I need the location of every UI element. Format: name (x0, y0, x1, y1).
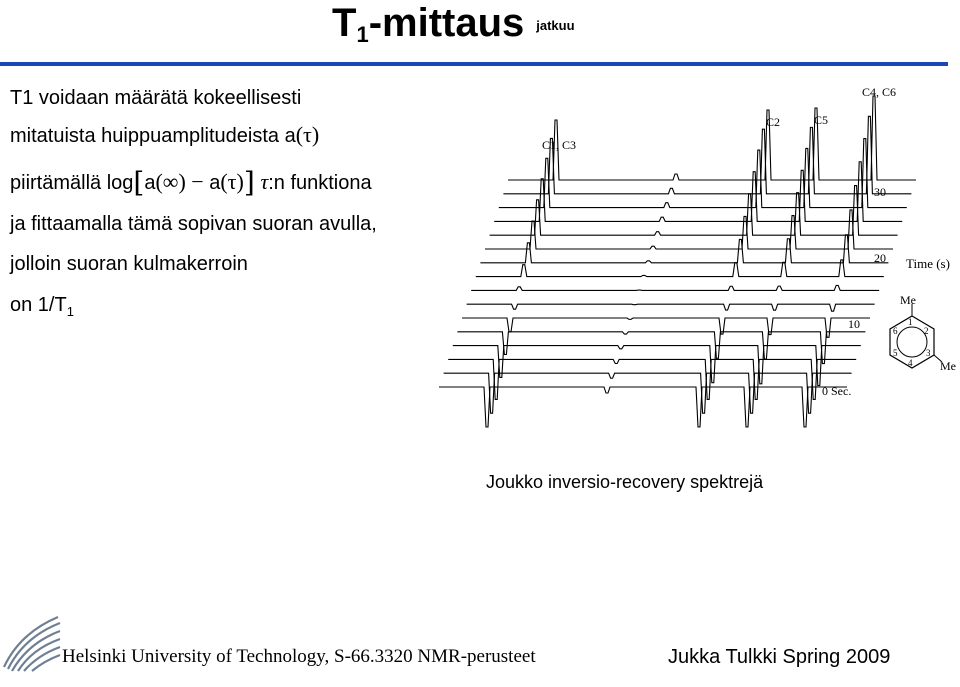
inversion-recovery-spectra (438, 82, 960, 440)
ring-number-3: 3 (926, 348, 931, 358)
methyl-top: Me (900, 293, 916, 307)
body-line-4: ja fittaamalla tämä sopivan suoran avulla, (10, 213, 377, 235)
body-line-5: jolloin suoran kulmakerroin (10, 253, 248, 275)
time-label-0: 0 Sec. (822, 384, 852, 398)
ring-number-2: 2 (924, 326, 929, 336)
body-line-3-tau-var: τ (260, 169, 269, 194)
title-continued: jatkuu (536, 18, 575, 33)
time-label-20: 20 (874, 251, 886, 265)
body-line-6-text: on 1/T (10, 294, 67, 316)
ring-number-5: 5 (893, 348, 898, 358)
body-line-6-sub: 1 (66, 304, 74, 319)
time-axis-label: Time (s) (906, 256, 950, 271)
figure-caption: Joukko inversio-recovery spektrejä (486, 472, 764, 492)
body-line-3-function: :n funktiona (268, 172, 372, 194)
spectrum-trace (467, 304, 875, 311)
peak-label-c5: C5 (814, 113, 829, 127)
body-line-3-infinity: (∞) − (155, 169, 210, 194)
time-label-10: 10 (848, 317, 860, 331)
body-line-3 (10, 166, 372, 199)
body-line-1: T1 voidaan määrätä kokeellisesti (10, 87, 302, 109)
time-label-30: 30 (874, 185, 886, 199)
right-bracket: ] (243, 166, 255, 199)
title-main: T (332, 1, 357, 45)
spectrum-trace (462, 318, 870, 337)
spectrum-trace (448, 359, 856, 399)
title-rest: -mittaus (368, 1, 525, 45)
body-line-2-text: mitatuista huippuamplitudeista a (10, 125, 296, 147)
spectrum-traces (439, 96, 916, 427)
body-line-3-a1: a (144, 172, 156, 194)
spectrum-trace (494, 162, 902, 222)
spectrum-trace (457, 332, 865, 364)
spectrum-trace (490, 186, 898, 236)
body-line-3-tau: (τ) (220, 169, 244, 194)
spectrum-trace (485, 210, 893, 249)
peak-label-c1-c3: C1, C3 (542, 138, 577, 152)
university-logo-icon (0, 613, 62, 673)
footer-institution: Helsinki University of Technology, S-66.3320 NMR-perusteet (62, 646, 536, 667)
spectrum-trace (503, 116, 911, 193)
body-line-2 (10, 123, 319, 148)
body-line-3-log: piirtämällä log (10, 172, 134, 194)
peak-label-c4-c6: C4, C6 (862, 85, 897, 99)
slide-title (332, 0, 575, 58)
title-subscript: 1 (356, 22, 369, 47)
spectrum-trace (471, 285, 879, 290)
molecule-diagram (890, 293, 956, 373)
body-line-3-a2: a (209, 172, 221, 194)
spectrum-trace (439, 387, 847, 427)
methyl-right: Me (940, 359, 956, 373)
ring-number-4: 4 (908, 358, 913, 368)
footer-author: Jukka Tulkki Spring 2009 (668, 646, 891, 668)
spectrum-trace (453, 346, 861, 386)
spectrum-trace (444, 373, 852, 413)
peak-label-c2: C2 (766, 115, 781, 129)
ring-number-1: 1 (908, 317, 913, 327)
body-line-6 (10, 293, 74, 324)
body-line-2-math: (τ) (295, 122, 320, 147)
title-rule (0, 62, 948, 66)
left-bracket: [ (133, 166, 145, 199)
ring-number-6: 6 (893, 326, 898, 336)
